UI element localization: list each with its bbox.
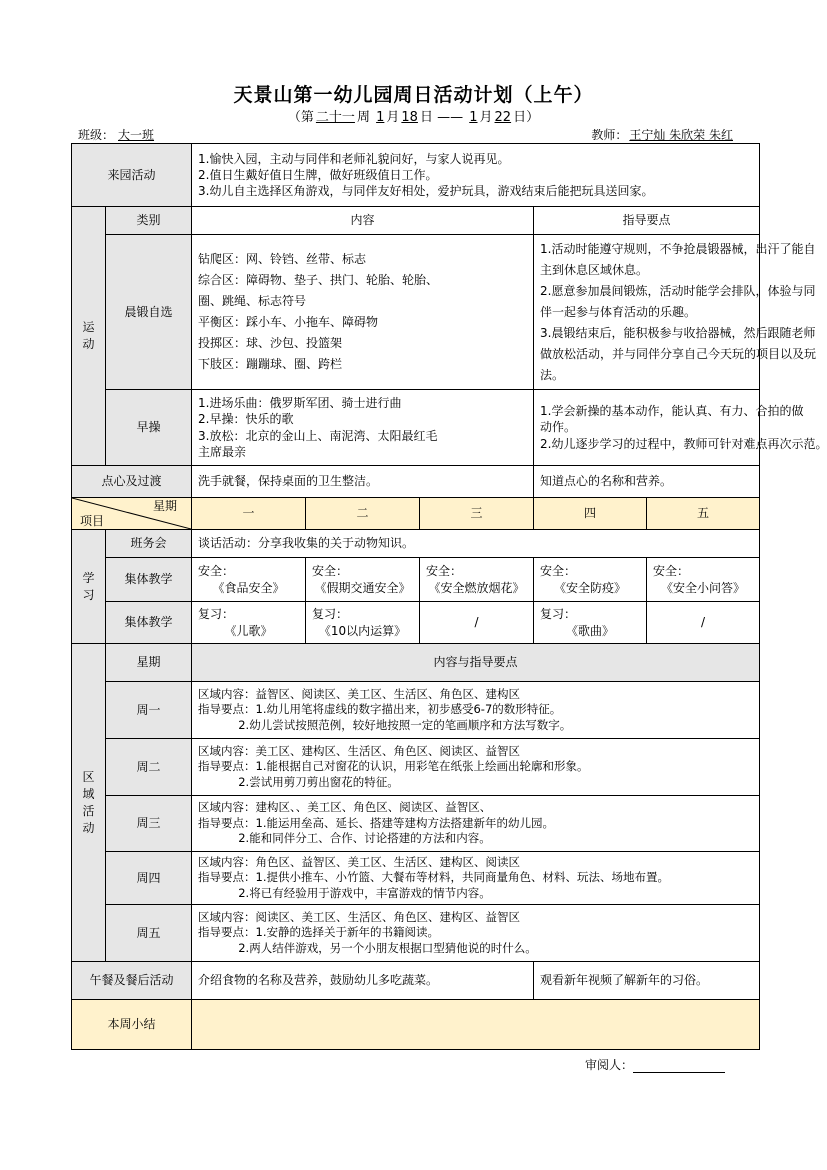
area-line: 区域内容：角色区、益智区、美工区、生活区、建构区、阅读区 <box>198 854 521 869</box>
area-day-label: 周一 <box>106 682 192 739</box>
morning-content-line: 平衡区：踩小车、小拖车、障碍物 <box>198 315 379 329</box>
area-line: 指导要点：1.安静的选择关于新年的书籍阅读。 <box>198 925 439 940</box>
area-content-header: 内容与指导要点 <box>192 644 760 682</box>
review-cell <box>306 602 420 644</box>
day-header: 三 <box>420 498 534 530</box>
end-day: 22 <box>494 110 512 125</box>
area-line: 2.将已有经验用于游戏中，丰富游戏的情节内容。 <box>198 885 491 900</box>
teaching-subject: 安全： <box>653 564 690 579</box>
review-subject: 复习： <box>312 607 349 622</box>
week-header-label: 星期 <box>153 499 178 513</box>
area-line: 指导要点：1.能运用垒高、延长、搭建等建构方法搭建新年的幼儿园。 <box>198 815 554 830</box>
area-day-label: 周四 <box>106 852 192 905</box>
item-header-label: 项目 <box>80 513 105 528</box>
group-teaching-label: 集体教学 <box>106 558 192 602</box>
area-day-content <box>192 682 760 739</box>
area-line: 2.尝试用剪刀剪出窗花的特征。 <box>198 774 399 789</box>
snack-guide: 知道点心的名称和营养。 <box>534 466 760 498</box>
review-cell <box>534 602 647 644</box>
teaching-topic: 《安全防疫》 <box>554 580 627 595</box>
area-day-content <box>192 905 760 962</box>
day-header: 四 <box>534 498 647 530</box>
teacher-value: 王宁灿 朱欣荣 朱红 <box>629 128 733 142</box>
reviewer <box>585 1056 725 1073</box>
exercise-guide <box>534 390 827 466</box>
date-dash: —— <box>437 110 464 125</box>
group-teaching-label: 集体教学 <box>106 602 192 644</box>
class-meeting-content: 谈话活动：分享我收集的关于动物知识。 <box>192 530 760 558</box>
end-month: 1 <box>469 110 478 125</box>
area-label-char: 区 <box>82 769 95 784</box>
exercise-content-line: 3.放松：北京的金山上、南泥湾、太阳最红毛 <box>198 428 438 443</box>
month-word-1: 月 <box>386 110 400 125</box>
morning-content-line: 下肢区：蹦蹦球、圈、跨栏 <box>198 357 343 371</box>
sports-label-char: 运 <box>82 320 95 334</box>
teaching-subject: 安全： <box>540 564 577 579</box>
morning-exercise-content <box>192 235 534 390</box>
area-line: 指导要点：1.能根据自己对窗花的认识，用彩笔在纸张上绘画出轮廓和形象。 <box>198 759 589 774</box>
teaching-topic: 《假期交通安全》 <box>314 580 411 595</box>
summary-label: 本周小结 <box>72 1000 192 1050</box>
area-day-content <box>192 852 760 905</box>
arrival-content <box>192 144 760 207</box>
teaching-subject: 安全： <box>312 564 349 579</box>
sports-label-char: 动 <box>82 337 95 351</box>
exercise-content <box>192 390 534 466</box>
area-activity-label <box>72 644 106 962</box>
exercise-guide-line: 1.学会新操的基本动作，能认真、有力、合拍的做 <box>540 404 804 419</box>
teaching-cell <box>192 558 306 602</box>
exercise-content-line: 1.进场乐曲：俄罗斯军团、骑士进行曲 <box>198 396 402 411</box>
area-week-header: 星期 <box>106 644 192 682</box>
exercise-label: 早操 <box>106 390 192 466</box>
arrival-line: 3.幼儿自主选择区角游戏，与同伴友好相处，爱护玩具，游戏结束后能把玩具送回家。 <box>198 184 654 199</box>
area-line: 区域内容：阅读区、美工区、生活区、角色区、建构区、益智区 <box>198 909 521 924</box>
col-guide: 指导要点 <box>534 207 760 235</box>
review-subject: 复习： <box>198 607 235 622</box>
area-line: 区域内容：建构区、、美工区、角色区、阅读区、益智区、 <box>198 800 492 815</box>
snack-content: 洗手就餐，保持桌面的卫生整洁。 <box>192 466 534 498</box>
area-label-char: 活 <box>82 803 95 818</box>
area-line: 2.两人结伴游戏，另一个小朋友根据口型猜他说的时什么。 <box>198 940 537 955</box>
review-topic: 《10以内运算》 <box>318 623 407 638</box>
teaching-cell <box>306 558 420 602</box>
review-cell <box>192 602 306 644</box>
lunch-guide: 观看新年视频了解新年的习俗。 <box>534 962 760 1000</box>
area-label-char: 域 <box>82 786 95 801</box>
teaching-cell <box>420 558 534 602</box>
morning-content-line: 综合区：障碍物、垫子、拱门、轮胎、轮胎、 <box>198 273 439 287</box>
day-header: 二 <box>306 498 420 530</box>
area-line: 指导要点：1.提供小推车、小竹篮、大餐布等材料，共同商量角色、材料、玩法、场地布置。 <box>198 870 669 885</box>
date-open: （第 <box>287 110 314 125</box>
col-category: 类别 <box>106 207 192 235</box>
page-title: 天景山第一幼儿园周日活动计划（上午） <box>233 84 594 106</box>
sports-label <box>72 207 106 466</box>
snack-label: 点心及过渡 <box>72 466 192 498</box>
class-meeting-label: 班务会 <box>106 530 192 558</box>
week-number: 二十一 <box>315 110 355 125</box>
morning-guide-line: 2.愿意参加晨间锻炼，活动时能学会排队，体验与同 <box>540 283 816 298</box>
morning-guide-line: 法。 <box>540 367 565 382</box>
morning-guide-line: 3.晨锻结束后，能积极参与收拾器械，然后跟随老师 <box>540 325 816 340</box>
morning-content-line: 钻爬区：网、铃铛、丝带、标志 <box>198 252 367 266</box>
date-range <box>0 106 827 125</box>
study-label <box>72 530 106 644</box>
teaching-subject: 安全： <box>198 564 235 579</box>
study-label-char: 习 <box>82 587 95 602</box>
morning-guide-line: 做放松活动，并与同伴分享自己今天玩的项目以及玩 <box>540 346 817 361</box>
review-topic: / <box>701 615 706 630</box>
area-day-content <box>192 796 760 852</box>
morning-guide-line: 主到休息区域休息。 <box>540 262 649 277</box>
morning-exercise-guide <box>534 235 817 390</box>
lunch-label: 午餐及餐后活动 <box>72 962 192 1000</box>
review-cell <box>420 602 534 644</box>
summary-content[interactable] <box>192 1000 760 1050</box>
area-line: 指导要点：1.幼儿用笔将虚线的数字描出来，初步感受6-7的数形特征。 <box>198 702 562 717</box>
day-word-2: 日） <box>513 110 540 125</box>
area-day-content <box>192 739 760 796</box>
teaching-cell <box>647 558 760 602</box>
teaching-subject: 安全： <box>426 564 463 579</box>
class-label: 班级： <box>78 128 115 142</box>
exercise-guide-line: 2.幼儿逐步学习的过程中，教师可针对难点再次示范。 <box>540 436 827 451</box>
review-topic: 《歌曲》 <box>566 623 615 638</box>
morning-content-line: 投掷区：球、沙包、投篮架 <box>198 336 343 350</box>
class-info <box>78 126 176 143</box>
exercise-content-line: 2.早操：快乐的歌 <box>198 412 294 427</box>
arrival-line: 2.值日生戴好值日生牌，做好班级值日工作。 <box>198 167 438 182</box>
day-header: 五 <box>647 498 760 530</box>
col-content: 内容 <box>192 207 534 235</box>
teacher-label: 教师： <box>591 128 628 142</box>
area-line: 区域内容：益智区、阅读区、美工区、生活区、角色区、建构区 <box>198 686 521 701</box>
morning-content-line: 圈、跳绳、标志符号 <box>198 294 307 308</box>
arrival-line: 1.愉快入园，主动与同伴和老师礼貌问好，与家人说再见。 <box>198 151 510 166</box>
area-line: 2.能和同伴分工、合作、讨论搭建的方法和内容。 <box>198 831 491 846</box>
area-day-label: 周二 <box>106 739 192 796</box>
day-header: 一 <box>192 498 306 530</box>
area-label-char: 动 <box>82 820 95 835</box>
review-cell <box>647 602 760 644</box>
study-label-char: 学 <box>82 570 95 585</box>
morning-guide-line: 1.活动时能遵守规则，不争抢晨锻器械，出汗了能自 <box>540 241 816 256</box>
area-day-label: 周五 <box>106 905 192 962</box>
review-subject: 复习： <box>540 607 577 622</box>
month-word-2: 月 <box>479 110 493 125</box>
arrival-label: 来园活动 <box>72 144 192 207</box>
teaching-topic: 《安全燃放烟花》 <box>428 580 525 595</box>
day-word-1: 日 <box>419 110 433 125</box>
teaching-topic: 《安全小问答》 <box>661 580 746 595</box>
morning-exercise-label: 晨锻自选 <box>106 235 192 390</box>
exercise-content-line: 主席最亲 <box>198 444 247 459</box>
area-line: 2.幼儿尝试按照范例，较好地按照一定的笔画顺序和方法写数字。 <box>198 717 572 732</box>
class-value: 大一班 <box>118 128 155 142</box>
teaching-topic: 《食品安全》 <box>212 580 285 595</box>
teaching-cell <box>534 558 647 602</box>
exercise-guide-line: 动作。 <box>540 420 577 435</box>
area-day-label: 周三 <box>106 796 192 852</box>
reviewer-label: 审阅人： <box>585 1058 634 1072</box>
week-item-header <box>72 498 192 530</box>
reviewer-signature-line[interactable] <box>633 1060 725 1073</box>
lunch-content: 介绍食物的名称及营养，鼓励幼儿多吃蔬菜。 <box>192 962 534 1000</box>
plan-table <box>71 143 827 1050</box>
review-topic: 《儿歌》 <box>224 623 273 638</box>
week-word: 周 <box>356 110 370 125</box>
teacher-info <box>591 126 735 143</box>
morning-guide-line: 伴一起参与体育活动的乐趣。 <box>540 304 697 319</box>
review-topic: / <box>474 615 479 630</box>
area-line: 区域内容：美工区、建构区、生活区、角色区、阅读区、益智区 <box>198 743 521 758</box>
start-month: 1 <box>376 110 385 125</box>
start-day: 18 <box>401 110 418 125</box>
